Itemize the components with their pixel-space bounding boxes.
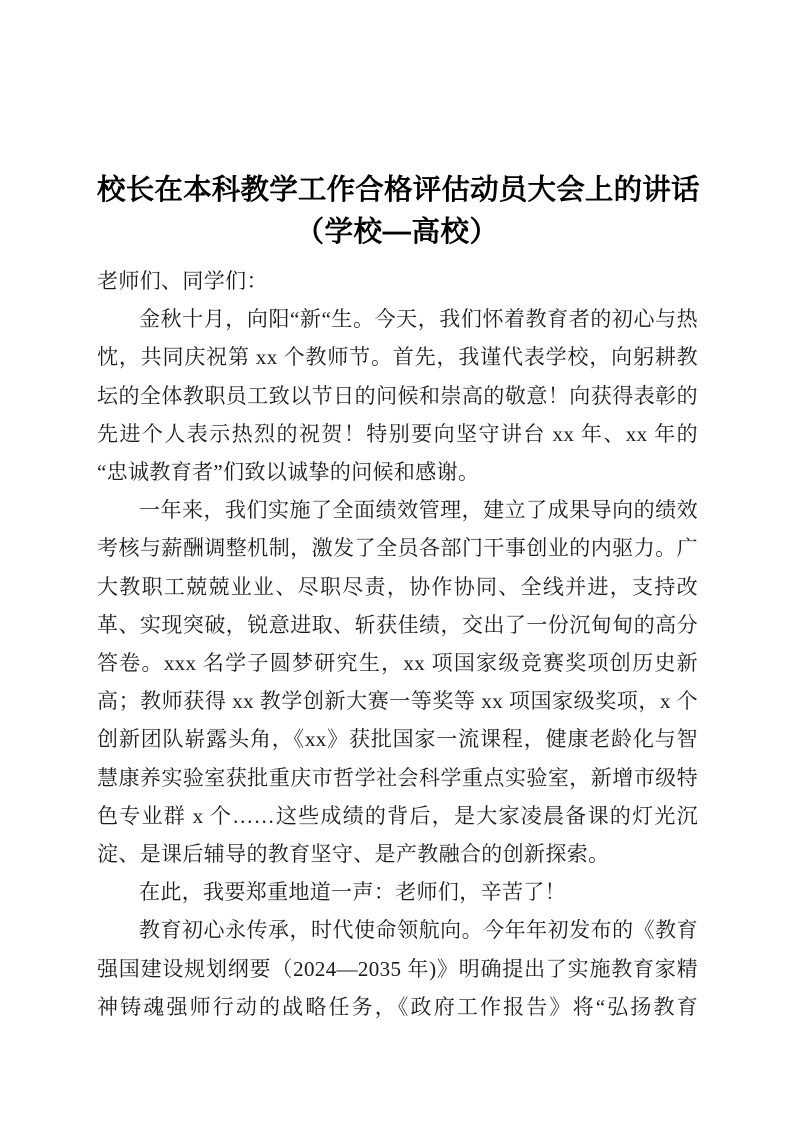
page-title-line-2: （学校—高校） <box>295 216 499 249</box>
body-paragraph-4: 教育初心永传承，时代使命领航向。今年年初发布的《教育强国建设规划纲要（2024—2035 年)》明确提出了实施教育家精神铸魂强师行动的战略任务，《政府工作报告》将“弘扬教育 <box>97 918 698 1019</box>
document-body <box>97 262 698 1026</box>
body-paragraph-1: 金秋十月，向阳“新“生。今天，我们怀着教育者的初心与热忱，共同庆祝第 xx 个教师节。首先，我谨代表学校，向躬耕教坛的全体教职员工致以节日的问候和崇高的敬意！向获得表彰的先进个人表示热烈的祝贺！特别要向坚守讲台 xx 年、xx 年的“忠诚教育者”们致以诚挚的问候和感谢。 <box>97 307 698 485</box>
body-paragraph-2: 一年来，我们实施了全面绩效管理，建立了成果导向的绩效考核与薪酬调整机制，激发了全员各部门干事创业的内驱力。广大教职工兢兢业业、尽职尽责，协作协同、全线并进，支持改革、实现突破，锐意进取、斩获佳绩，交出了一份沉甸甸的高分答卷。xxx 名学子圆梦研究生，xx 项国家级竞赛奖项创历史新高；教师获得 xx 教学创新大赛一等奖等 xx 项国家级奖项，x 个创新团队崭露头角，《xx》获批国家一流课程，健康老龄化与智慧康养实验室获批重庆市哲学社会科学重点实验室，新增市级特色专业群 x 个……这些成绩的背后，是大家凌晨备课的灯光沉淀、是课后辅导的教育坚守、是产教融合的创新探索。 <box>97 498 698 867</box>
body-paragraph-3: 在此，我要郑重地道一声：老师们，辛苦了！ <box>139 880 566 905</box>
page-title-line-1: 校长在本科教学工作合格评估动员大会上的讲话 <box>97 174 700 207</box>
page-title <box>97 169 700 253</box>
salutation-paragraph: 老师们、同学们： <box>97 269 268 293</box>
